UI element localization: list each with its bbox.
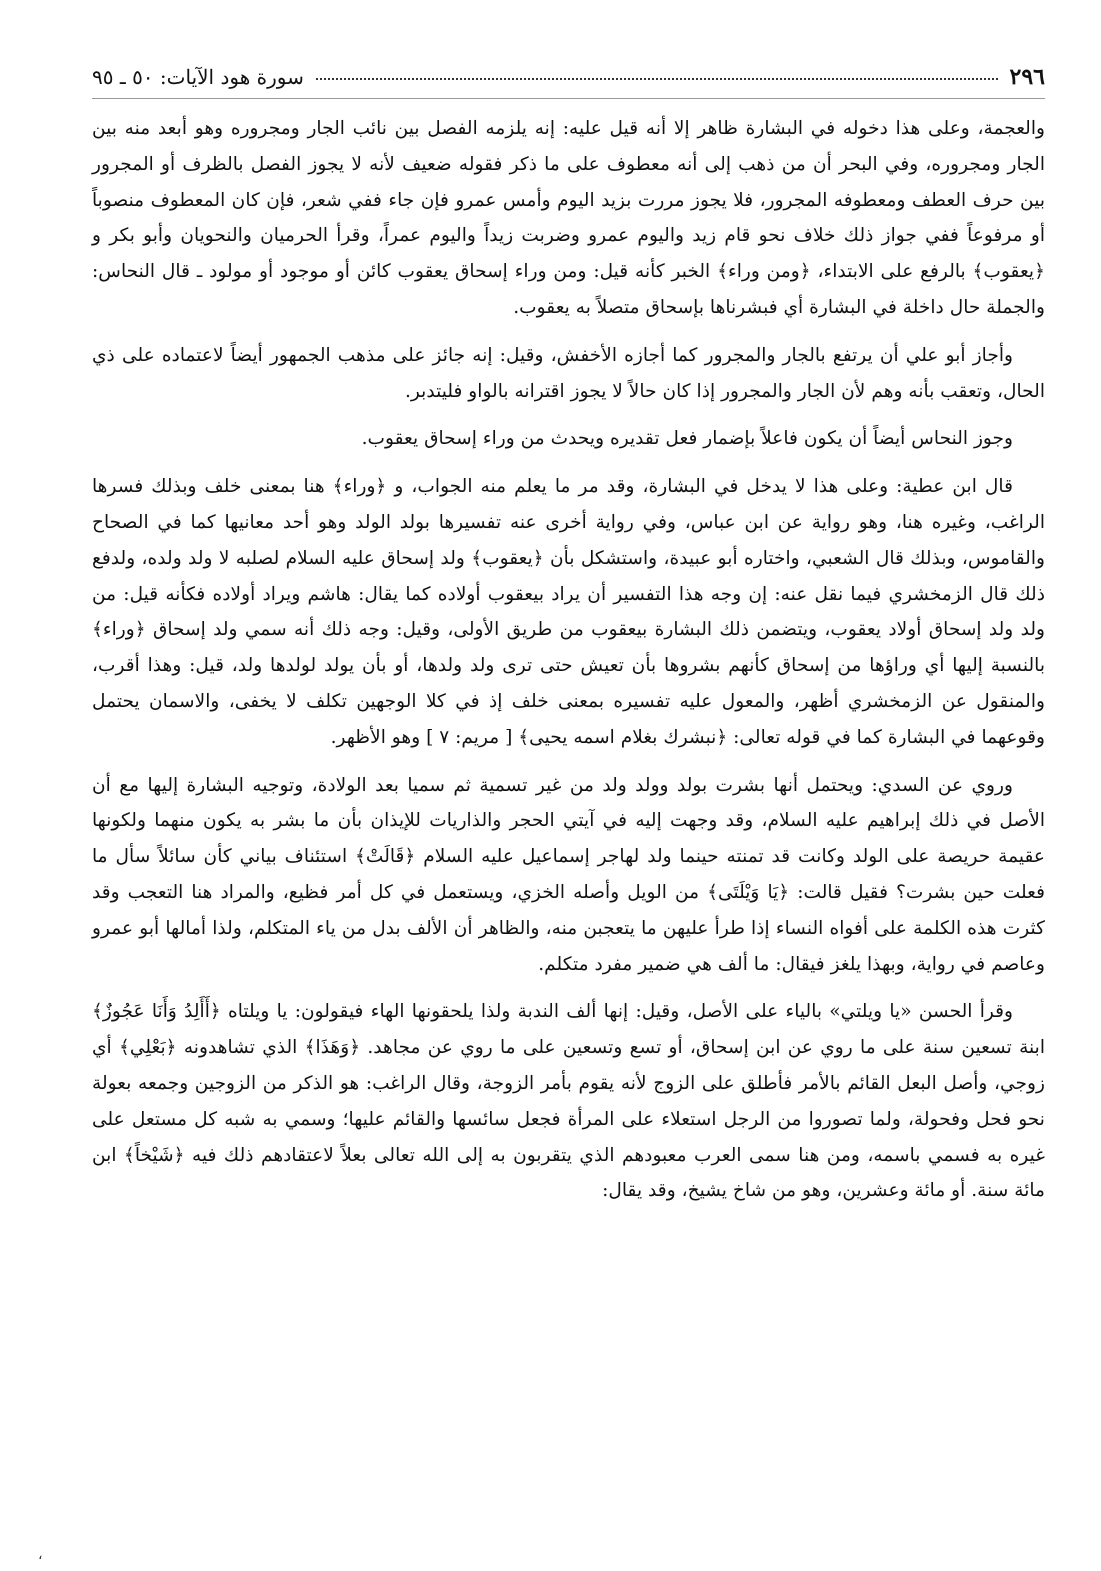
paragraph: وروي عن السدي: ويحتمل أنها بشرت بولد وولد ولد من غير تسمية ثم سميا بعد الولادة، وتوجيه البشارة إليها مع أن الأصل في ذلك إبراهيم عليه السلام، وقد وجهت إليه في آيتي الحجر والذاريات للإيذان بأن ما بشر به يكون منهما ولكونها عقيمة حريصة على الولد وكانت قد تمنته حينما ولد لهاجر إسماعيل عليه السلام ﴿قَالَتْ﴾ استئناف بياني كأن سائلاً سأل ما فعلت حين بشرت؟ فقيل قالت: ﴿يَا وَيْلَتَى﴾ من الويل وأصله الخزي، ويستعمل في كل أمر فظيع، والمراد هنا التعجب وقد كثرت هذه الكلمة على أفواه النساء إذا طرأ عليهن ما يتعجبن منه، والظاهر أن الألف بدل من ياء المتكلم، ولذا أمالها أبو عمرو وعاصم في رواية، وبهذا يلغز فيقال: ما ألف هي ضمير مفرد متكلم.: [92, 774, 1045, 975]
header-dotted-leader: [316, 77, 998, 80]
paragraph: والعجمة، وعلى هذا دخوله في البشارة ظاهر إلا أنه قيل عليه: إنه يلزمه الفصل بين نائب الجار ومجروره وهو أبعد منه بين الجار ومجروره، وفي البحر أن من ذهب إلى أنه معطوف على ما ذكر فقوله ضعيف لأنه لا يجوز الفصل بالظرف أو المجرور بين حرف العطف ومعطوفه المجرور، فلا يجوز مررت بزيد اليوم وأمس عمرو فإن جاء ففي شعر، فإن كان المعطوف منصوباً أو مرفوعاً ففي جواز ذلك خلاف نحو قام زيد واليوم عمرو وضربت زيداً واليوم عمراً، وقرأ الحرميان والنحويان وأبو بكر و ﴿يعقوب﴾ بالرفع على الابتداء، ﴿ومن وراء﴾ الخبر كأنه قيل: ومن وراء إسحاق يعقوب كائن أو موجود أو مولود ـ قال النحاس: والجملة حال داخلة في البشارة أي فبشرناها بإسحاق متصلاً به يعقوب.: [92, 118, 1045, 318]
paragraph: وأجاز أبو علي أن يرتفع بالجار والمجرور كما أجازه الأخفش، وقيل: إنه جائز على مذهب الجمهور أيضاً لاعتماده على ذي الحال، وتعقب بأنه وهم لأن الجار والمجرور إذا كان حالاً لا يجوز اقترانه بالواو فليتدبر.: [92, 344, 1045, 402]
page: [92, 58, 1045, 1221]
paragraph: وقرأ الحسن «يا ويلتي» بالياء على الأصل، وقيل: إنها ألف الندبة ولذا يلحقونها الهاء فيقولون: يا ويلتاه ﴿أَأَلِدُ وَأَنَا عَجُوزٌ﴾ ابنة تسعين سنة على ما روي عن ابن إسحاق، أو تسع وتسعين على ما روي عن مجاهد. ﴿وَهَذَا﴾ الذي تشاهدونه ﴿بَعْلِي﴾ أي زوجي، وأصل البعل القائم بالأمر فأطلق على الزوج لأنه يقوم بأمر الزوجة، وقال الراغب: هو الذكر من الزوجين وجمعه بعولة نحو فحل وفحولة، ولما تصوروا من الرجل استعلاء على المرأة فجعل سائسها والقائم عليها؛ وسمي به شبه كل مستعل على غيره به فسمي باسمه، ومن هنا سمى العرب معبودهم الذي يتقربون به إلى الله تعالى بعلاً لاعتقادهم ذلك فيه ﴿شَيْخاً﴾ ابن مائة سنة. أو مائة وعشرين، وهو من شاخ يشيخ، وقد يقال:: [92, 1001, 1045, 1202]
paragraph: قال ابن عطية: وعلى هذا لا يدخل في البشارة، وقد مر ما يعلم منه الجواب، و ﴿وراء﴾ هنا بمعنى خلف وبذلك فسرها الراغب، وغيره هنا، وهو رواية عن ابن عباس، وفي رواية أخرى عنه تفسيرها بولد الولد وهو أحد معانيها كما في الصحاح والقاموس، وبذلك قال الشعبي، واختاره أبو عبيدة، واستشكل بأن ﴿يعقوب﴾ ولد إسحاق عليه السلام لصلبه لا ولد ولده، ولدفع ذلك قال الزمخشري فيما نقل عنه: إن وجه هذا التفسير أن يراد بيعقوب أولاده كما يقال: هاشم ويراد أولاده فكأنه قيل: من ولد ولد إسحاق أولاد يعقوب، ويتضمن ذلك البشارة بيعقوب من طريق الأولى، وقيل: وجه ذلك أنه سمي ولد إسحاق ﴿وراء﴾ بالنسبة إليها أي وراؤها من إسحاق كأنهم بشروها بأن تعيش حتى ترى ولد ولدها، أو بأن يولد لولدها ولد، قيل: وهذا أقرب، والمنقول عن الزمخشري أظهر، والمعول عليه تفسيره بمعنى خلف إذ في كلا الوجهين تكلف لا يخفى، والاسمان يحتمل وقوعهما في البشارة كما في قوله تعالى: ﴿نبشرك بغلام اسمه يحيى﴾ [ مريم: ٧ ] وهو الأظهر.: [92, 476, 1045, 748]
paragraph: وجوز النحاس أيضاً أن يكون فاعلاً بإضمار فعل تقديره ويحدث من وراء إسحاق يعقوب.: [361, 428, 1013, 450]
page-number: ٢٩٦: [1009, 64, 1045, 90]
running-title: سورة هود الآيات: ٥٠ ـ ٩٥: [92, 65, 304, 89]
margin-mark: ،: [38, 1547, 43, 1563]
running-header: [92, 58, 1045, 99]
